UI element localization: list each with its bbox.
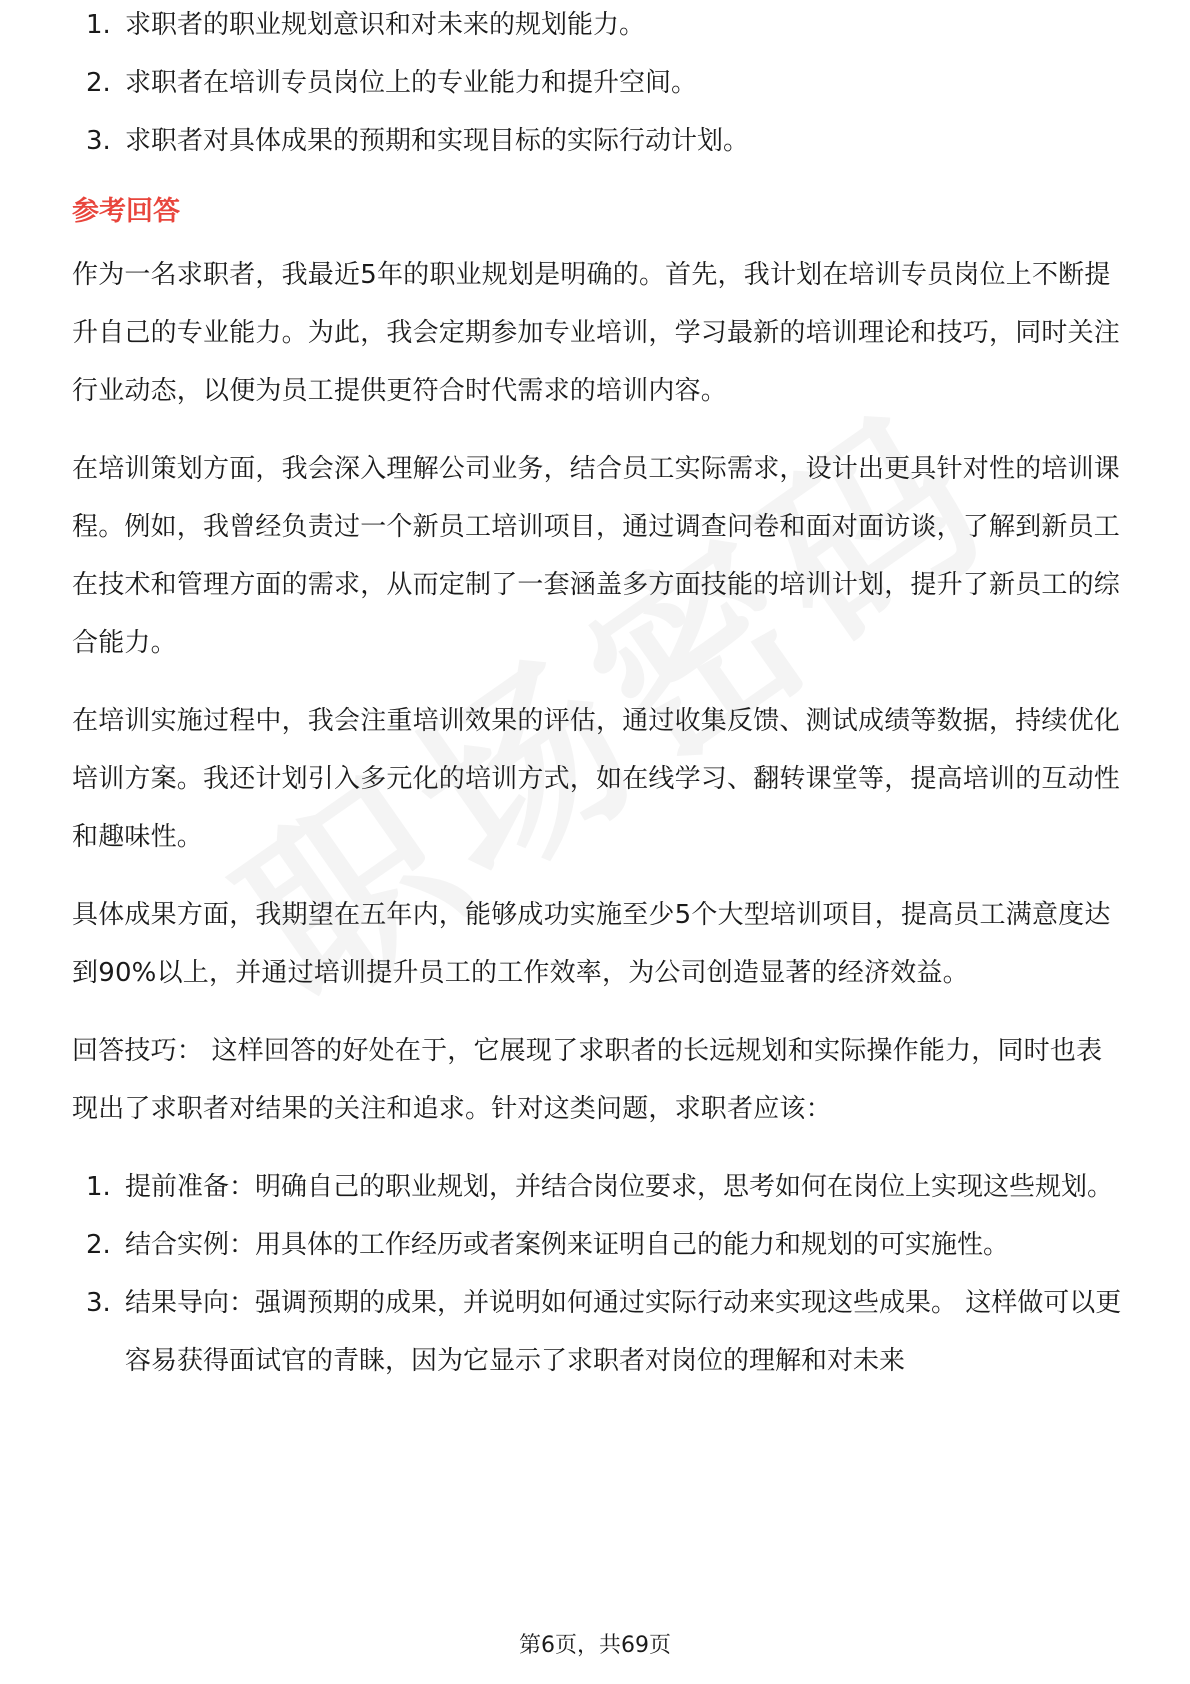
answer-tips-paragraph: 回答技巧： 这样回答的好处在于，它展现了求职者的长远规划和实际操作能力，同时也表现出了求职者对结果的关注和追求。针对这类问题，求职者应该： [72,1036,1103,1124]
criteria-list [72,0,1128,170]
list-item-text: 求职者对具体成果的预期和实现目标的实际行动计划。 [125,126,750,156]
paragraph: 在培训实施过程中，我会注重培训效果的评估，通过收集反馈、测试成绩等数据，持续优化培训方案。我还计划引入多元化的培训方式，如在线学习、翻转课堂等，提高培训的互动性和趣味性。 [72,706,1121,852]
list-item-text: 结合实例：用具体的工作经历或者案例来证明自己的能力和规划的可实施性。 [125,1230,1010,1260]
list-number: 2. [86,1230,111,1260]
paragraph: 作为一名求职者，我最近5年的职业规划是明确的。首先，我计划在培训专员岗位上不断提升自己的专业能力。为此，我会定期参加专业培训，学习最新的培训理论和技巧，同时关注行业动态，以便为员工提供更符合时代需求的培训内容。 [72,260,1121,406]
list-item [72,1158,1128,1216]
list-number: 3. [86,1288,111,1318]
section-heading: 参考回答 [72,196,180,227]
list-item [72,1216,1128,1274]
page-content [72,10,1128,1390]
list-number: 1. [86,10,111,40]
paragraph: 具体成果方面，我期望在五年内，能够成功实施至少5个大型培训项目，提高员工满意度达到90%以上，并通过培训提升员工的工作效率，为公司创造显著的经济效益。 [72,900,1111,988]
list-item-text: 求职者在培训专员岗位上的专业能力和提升空间。 [125,68,698,98]
list-number: 3. [86,126,111,156]
list-item-text: 提前准备：明确自己的职业规划，并结合岗位要求，思考如何在岗位上实现这些规划。 [125,1172,1114,1202]
list-number: 2. [86,68,111,98]
list-item-text: 求职者的职业规划意识和对未来的规划能力。 [125,10,646,40]
page-footer: 第6页，共69页 [519,1633,671,1658]
list-item [72,0,1128,54]
paragraph: 在培训策划方面，我会深入理解公司业务，结合员工实际需求，设计出更具针对性的培训课程。例如，我曾经负责过一个新员工培训项目，通过调查问卷和面对面访谈，了解到新员工在技术和管理方面的需求，从而定制了一套涵盖多方面技能的培训计划，提升了新员工的综合能力。 [72,454,1121,658]
tips-list [72,1158,1128,1390]
list-item-text: 结果导向：强调预期的成果，并说明如何通过实际行动来实现这些成果。 这样做可以更容易获得面试官的青睐，因为它显示了求职者对岗位的理解和对未来 [125,1288,1122,1376]
list-number: 1. [86,1172,111,1202]
list-item [72,54,1128,112]
list-item [72,1274,1128,1390]
list-item [72,112,1128,170]
